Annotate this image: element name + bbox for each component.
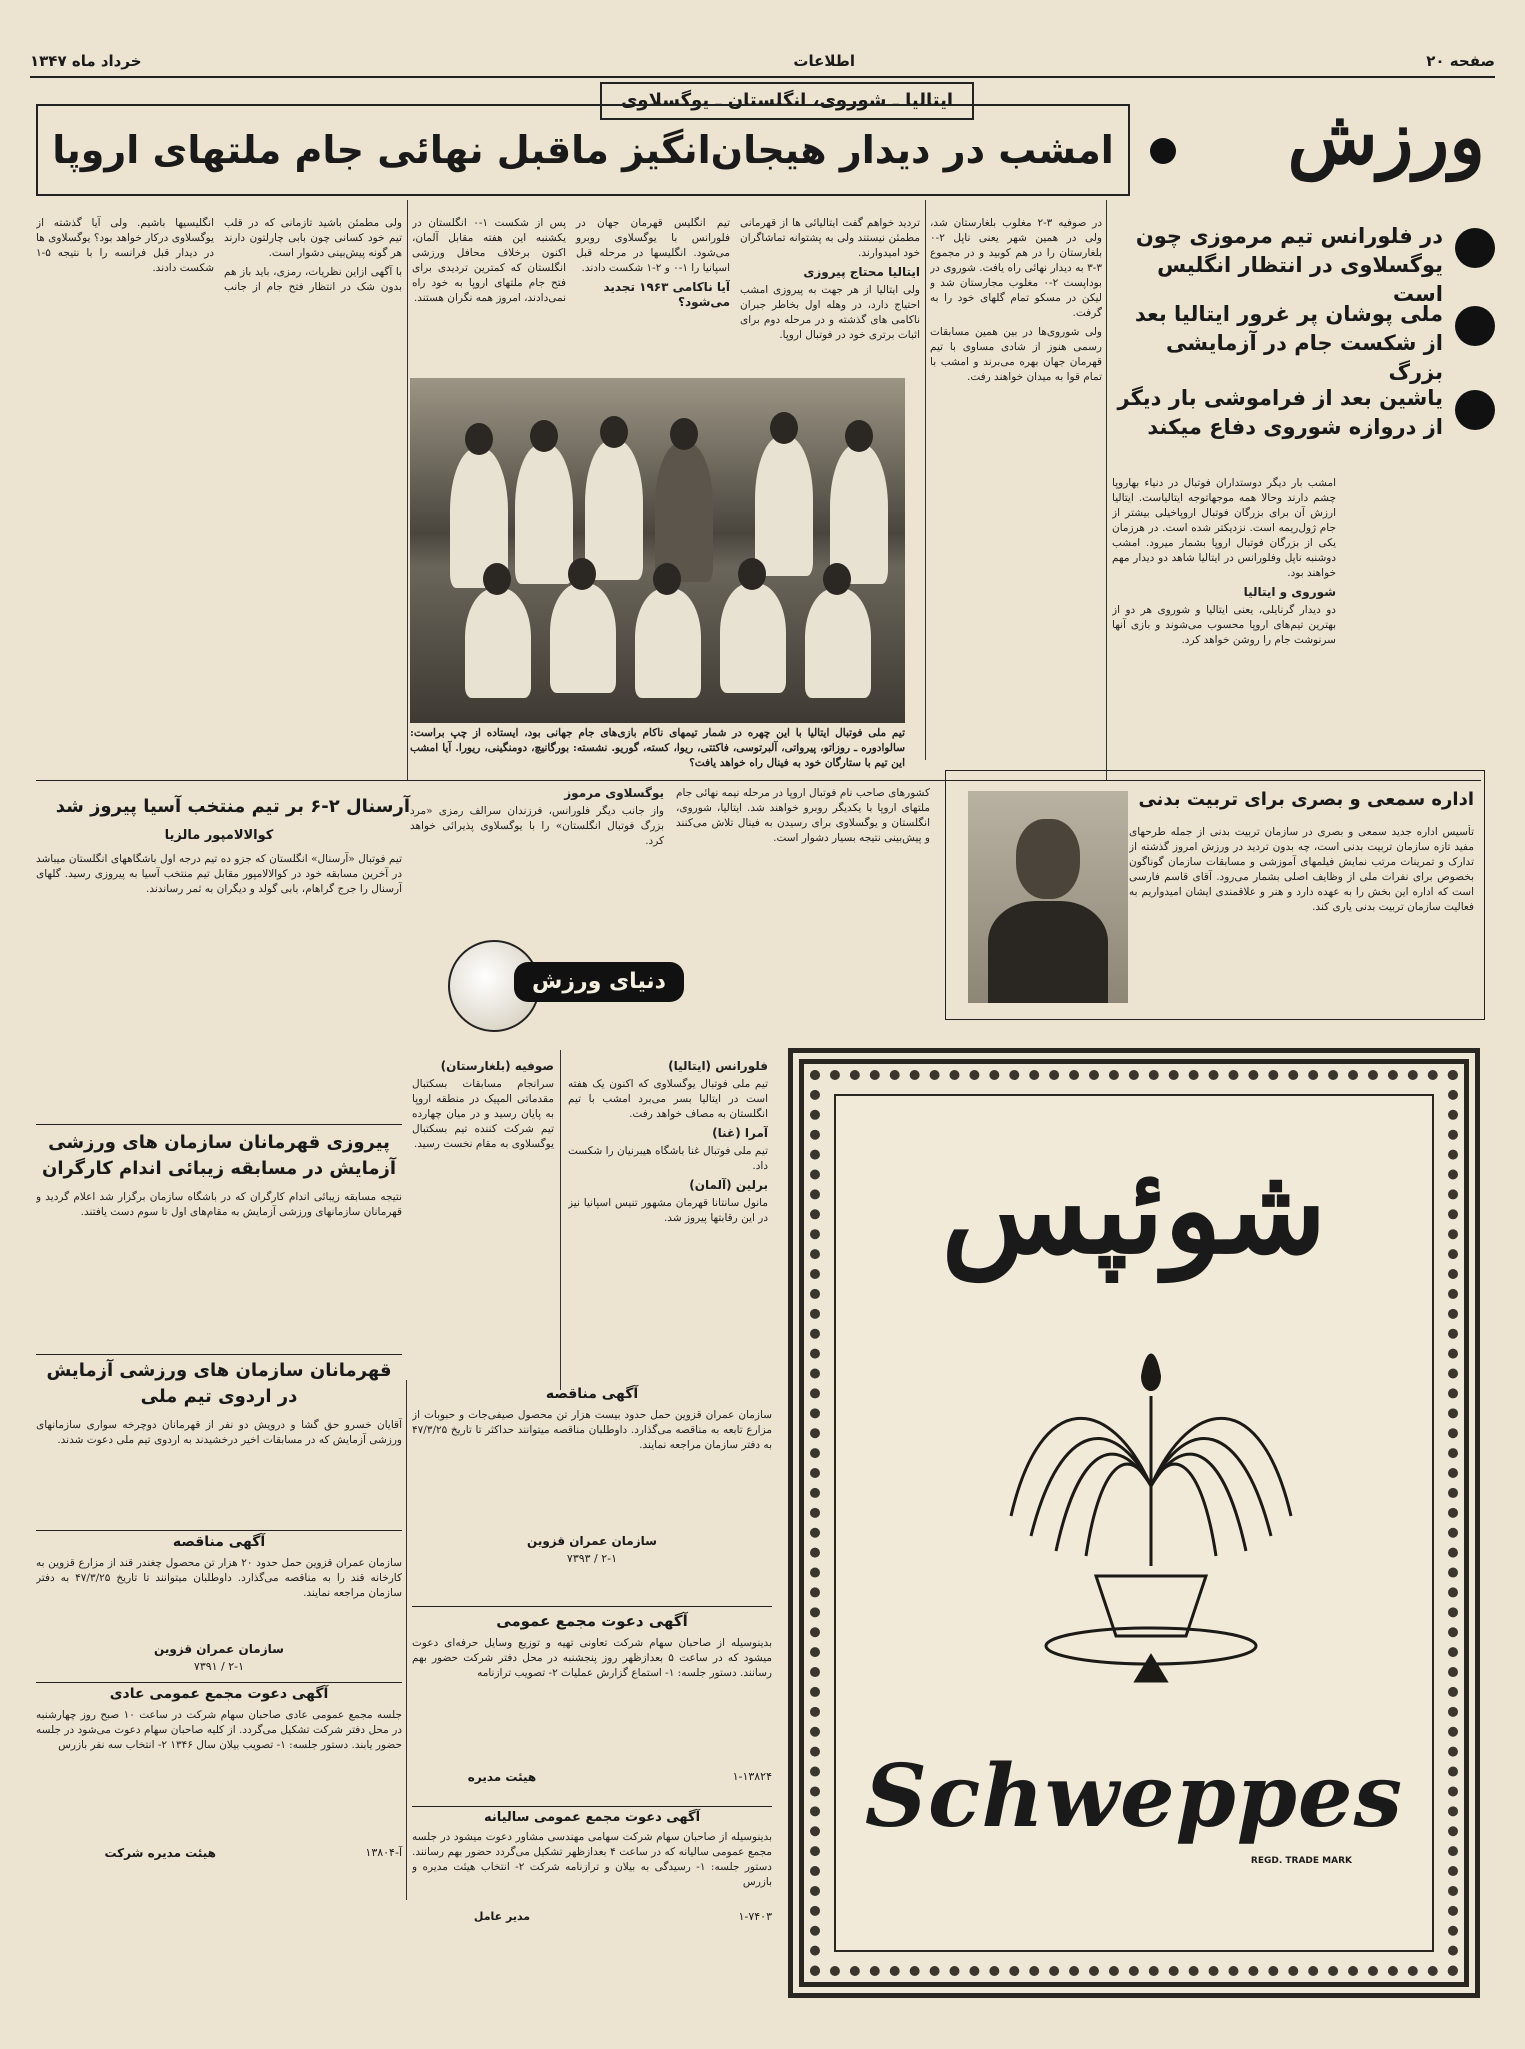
column-rule [925, 200, 926, 760]
world-sports-title: دنیای ورزش [514, 962, 684, 1002]
notice-sign: مدیر عامل [473, 1910, 531, 1923]
story-col-3: تردید خواهم گفت ایتالیائی ها از قهرمانی مطمئن نیستند ولی به پشتوانه تماشاگران خود امیدوارند. ایتالیا محتاج پیروزی ولی ایتالیا از هر جهت به پیروزی امشب احتیاج دارد، در وهله اول بخاطر جبران ناکامی های گذشته و در مرحله دوم برای اثبات برتری خود در فوتبال اروپا. [740, 217, 920, 341]
bullet-item: یاشین بعد از فراموشی بار دیگر از دروازه شوروی دفاع میکند [1110, 384, 1495, 454]
arsenal-subtitle: کوالالامپور مالزیا [164, 828, 274, 843]
newspaper-name: اطلاعات [793, 52, 855, 70]
notice [412, 1386, 772, 1586]
notice-code: ۲-۱ / ۷۳۹۳ [566, 1552, 618, 1565]
section-rule [412, 1806, 772, 1807]
bullet-item: در فلورانس تیم مرموزی چون یوگسلاوی در انتظار انگلیس است [1110, 222, 1495, 296]
section-rule [36, 1124, 402, 1125]
notice-text: سازمان عمران قزوین حمل حدود ۲۰ هزار تن محصول چغندر قند از مزارع قزوین به کارخانه قند را به مناقصه می‌گذارد. داوطلبان میتوانند تا تاریخ ۴۷/۳/۲۵ به دفتر سازمان مراجعه نمایند. [36, 1557, 402, 1599]
section-rule [36, 1354, 402, 1355]
page-header [30, 52, 1495, 74]
notice-title: آگهی مناقصه [545, 1386, 639, 1402]
notice-sign: هیئت مدیره [467, 1770, 537, 1784]
bullet-dot-icon [1455, 390, 1495, 430]
audio-visual-title: اداره سمعی و بصری برای تربیت بدنی [1138, 789, 1474, 810]
semifinal-story: کشورهای صاحب نام فوتبال اروپا در مرحله نیمه نهائی جام ملتهای اروپا با یکدیگر روبرو خواهند شد. ایتالیا، شوروی، انگلستان و یوگسلاوی برای رسیدن به فینال تلاش می‌کنند و پیش‌بینی نتیجه بسیار دشوار است. یوگسلاوی مرموز واز جانب دیگر فلورانس، فرزندان سرالف رمزی «مرد بزرگ فوتبال انگلستان» را با یوگسلاوی پذیرائی خواهد کرد. [410, 786, 930, 847]
column-rule [407, 200, 408, 780]
headline-box [36, 104, 1130, 196]
story-subhead: ایتالیا محتاج پیروزی [803, 265, 920, 279]
notice-title: آگهی دعوت مجمع عمومی عادی [109, 1686, 329, 1702]
notice-title: آگهی دعوت مجمع عمومی سالیانه [483, 1810, 701, 1825]
ad-inner-panel [834, 1094, 1434, 1952]
story-subhead: یوگسلاوی مرموز [564, 786, 664, 800]
section-rule [36, 1530, 402, 1531]
world-sports-col-right: فلورانس (ایتالیا) تیم ملی فوتبال یوگسلاوی که اکنون یک هفته است در ایتالیا بسر می‌برد امشب با تیم انگلستان به مصاف خواهد رفت. آمرا (غنا) تیم ملی فوتبال غنا باشگاه هیبرنیان را شکست داد. برلین (آلمان) مانول سانتانا قهرمان مشهور تنیس اسپانیا نیز در این رقابتها پیروز شد. [568, 1059, 768, 1224]
notice-title: آگهی مناقصه [172, 1534, 266, 1550]
arsenal-title: آرسنال ۲-۶ بر تیم منتخب آسیا پیروز شد [55, 796, 410, 817]
notice-text: بدینوسیله از صاحبان سهام شرکت تعاونی تهیه و توزیع وسایل حرفه‌ای دعوت میشود که در ساعت ۵ بعدازظهر روز پنجشنبه در محل دفتر شرکت حضور بهم رسانند. دستور جلسه: ۱- استماع گزارش عملیات ۲- تصویب ترازنامه [412, 1637, 772, 1679]
place-label: برلین (آلمان) [689, 1178, 768, 1192]
column-rule [560, 1050, 561, 1390]
notice-text: سازمان عمران قزوین حمل حدود بیست هزار تن محصول صیفی‌جات و حبوبات از مزارع تابعه به مناقصه می‌گذارد. داوطلبان مناقصه میتوانند حداکثر تا تاریخ ۴۷/۳/۲۵ به دفتر سازمان مراجعه نمایند. [412, 1409, 772, 1451]
story-col-1: امشب بار دیگر دوستداران فوتبال در دنیاء بهاروپا چشم دارند وحالا همه موجهاتوجه ایتالیاست. ایتالیا ارزش آن برای بزرگان فوتبال اروپاخیلی بیشتر از جام ژول‌ریمه است. نزدیکتر شده است. در هرزمان یکی از بزرگان فوتبال اروپا بشمار میرود. امشب دوشنبه ناپل وفلورانس در ایتالیا شاهد دو دیدار مهم خواهند بود. شوروی و ایتالیا دو دیدار گرنایلی، یعنی ایتالیا و شوروی هر دو از بهترین تیم‌های اروپا محسوب می‌شوند و بازی آنها سرنوشت جام را روشن خواهد کرد. [1112, 477, 1336, 646]
kicker: ایتالیا ـ شوروی، انگلستان ـ یوگسلاوی [620, 90, 954, 111]
bullet-item: ملی پوشان پر غرور ایتالیا بعد از شکست جام در آزمایشی بزرگ [1110, 300, 1495, 380]
champions2-text: آقایان خسرو حق گشا و درویش دو نفر از قهرمانان دوچرخه سواری سازمانهای ورزشی آزمایش که در مسابقات اخیر درخشیدند به اردوی تیم ملی دعوت شدند. [36, 1419, 402, 1446]
section-rule [412, 1606, 772, 1607]
bullet-dot-icon [1455, 228, 1495, 268]
ad-brand-english: Schweppes [864, 1746, 1404, 1847]
world-sports-col-left: صوفیه (بلغارستان) سرانجام مسابقات بسکتبال مقدماتی المپیک در منطقه اروپا به پایان رسید و در میان چهارده تیم شرکت کننده تیم بسکتبال یوگسلاوی به مقام نخست رسید. [412, 1059, 554, 1150]
bullet-dot-icon [1455, 306, 1495, 346]
section-bullet-icon [1150, 138, 1176, 164]
champions-text: نتیجه مسابقه زیبائی اندام کارگران که در باشگاه سازمان برگزار شد اعلام گردید و قهرمانان سازمانهای ورزشی آزمایش به مقام‌های اول تا سوم دست یافتند. [36, 1191, 402, 1218]
notice-text: جلسه مجمع عمومی عادی صاحبان سهام شرکت در ساعت ۱۰ صبح روز چهارشنبه در محل دفتر شرکت تشکیل می‌گردد. از کلیه صاحبان سهام دعوت می‌شود در جلسه حضور یابند. دستور جلسه: ۱- تصویب بیلان سال ۱۳۴۶ ۲- انتخاب سه نفر بازرس [36, 1709, 402, 1751]
story-subhead: شوروی و ایتالیا [1243, 585, 1336, 599]
audio-visual-box [945, 770, 1485, 1020]
column-rule [406, 1380, 407, 1900]
notice [412, 1810, 772, 1930]
team-photo [410, 378, 905, 723]
notice [412, 1612, 772, 1802]
notice-title: آگهی دعوت مجمع عمومی [496, 1612, 688, 1630]
notice-code: آ-۱۳۸۰۴ [365, 1846, 402, 1859]
main-headline: امشب در دیدار هیجان‌انگیز ماقبل نهائی جام ملتهای اروپا [52, 128, 1114, 172]
notice-code: ۱-۷۴۰۳ [738, 1910, 772, 1923]
ad-brand-persian: شوئپس [941, 1140, 1327, 1281]
column-rule [1106, 200, 1107, 780]
notice-sign: سازمان عمران قزوین [527, 1534, 657, 1548]
notice-code: ۱-۱۳۸۲۴ [732, 1770, 772, 1783]
story-col-5: ولی مطمئن باشید تازمانی که در قلب تیم خود کسانی چون بابی چارلتون دارند هر گونه پیش‌بینی دشوار است. با آگهی ازاین نظریات، رمزی، باید باز هم بدون شک در انتظار فتح جام از جانب انگلیسیها باشیم. ولی آیا گذشته از یوگسلاوی درکار خواهد بود؟ یوگسلاوی ها در دیدار قبل فرانسه را با نتیجه ۵-۱ شکست دادند. [36, 217, 402, 293]
notice [36, 1534, 402, 1679]
notice-sign: سازمان عمران قزوین [154, 1642, 284, 1656]
champions2-title: قهرمانان سازمان های ورزشی آزمایش در اردوی تیم ملی [46, 1360, 392, 1407]
story-subhead: آیا ناکامی ۱۹۶۳ تجدید می‌شود؟ [603, 280, 730, 309]
story-col-2: در صوفیه ۳-۲ مغلوب بلغارستان شد، ولی در همین شهر یعنی ناپل ۲-۰ بلغارستان را در هم کوبید و در مجموع ۳-۳ به دیدار نهائی راه یافت. شوروی در بوداپست ۲-۰ مغلوب مجارستان شد و لیکن در مسکو تمام گلهای خود را به گرفت. ولی شوروی‌ها در بین همین مسابقات رسمی هنوز از شادی مساوی با تیم قهرمان جهان بهره می‌برند و امشب با تمام قوا به میدان خواهند رفت. [930, 217, 1102, 383]
fountain-logo-icon [1001, 1336, 1301, 1686]
audio-visual-text: تأسیس اداره جدید سمعی و بصری در سازمان تربیت بدنی از جمله طرحهای مفید تازه سازمان تربیت بدنی است، چه بدون تردید در ورزش امروز گذشته از تدارک و تمرینات مرتب نمایش فیلمهای آموزشی و مسابقات سازمان گوناگون بخصوص برای نفرات ملی از وظایف اصلی بشمار می‌رود. آقای قاسم فارسی است که اداره این بخش را به عهده دارد و هنر و علاقمندی ایشان امیدواریم به فعالیت سازمان تربیت بدنی یاری کند. [1129, 826, 1474, 913]
notice [36, 1686, 402, 1886]
place-label: صوفیه (بلغارستان) [440, 1059, 554, 1073]
world-sports-banner [448, 940, 698, 1030]
notice-code: ۲-۱ / ۷۳۹۱ [193, 1660, 245, 1673]
photo-caption: تیم ملی فوتبال ایتالیا با این چهره در شمار تیمهای ناکام بازی‌های جام جهانی بود، ایستاده از چپ براست: سالوادوره ـ روزاتو، پیرواتی، آلبرتوسی، فاکتتی، ریوا، کسته، گوریو. نشسته: بورگانیچ، دومنگینی، ریورا. آیا امشب این تیم با ستارگان خود به فینال راه خواهد یافت؟ [410, 727, 905, 769]
header-rule [30, 76, 1495, 78]
official-portrait [968, 791, 1128, 1003]
issue-date: خرداد ماه ۱۳۴۷ [30, 52, 142, 70]
notice-text: بدینوسیله از صاحبان سهام شرکت سهامی مهندسی مشاور دعوت میشود در جلسه مجمع عمومی سالیانه که در ساعت ۴ بعدازظهر تشکیل می‌گردد حضور بهم رسانند. دستور جلسه: ۱- رسیدگی به بیلان و ترازنامه شرکت ۲- انتخاب هیئت مدیره و بازرس [412, 1831, 772, 1888]
ad-trademark: REGD. TRADE MARK [1250, 1856, 1352, 1866]
section-rule [36, 1682, 402, 1683]
page-number: صفحه ۲۰ [1426, 52, 1495, 70]
place-label: آمرا (غنا) [712, 1126, 768, 1140]
place-label: فلورانس (ایتالیا) [668, 1059, 768, 1073]
notice-sign: هیئت مدیره شرکت [104, 1846, 216, 1860]
arsenal-text: تیم فوتبال «آرسنال» انگلستان که جزو ده تیم درجه اول باشگاههای انگلستان میباشد در آخرین مسابقه خود در کوالالامپور مقابل تیم منتخب آسیا به پیروزی رسید. گلهای آرسنال را جرج گراهام، بابی گولد و دیگران به ثمر رساندند. [36, 853, 402, 895]
champions-title: پیروزی قهرمانان سازمان های ورزشی آزمایش در مسابقه زیبائی اندام کارگران [41, 1132, 397, 1179]
schweppes-ad [788, 1048, 1480, 1998]
story-col-4: تیم انگلیس قهرمان جهان در فلورانس با یوگسلاوی روبرو می‌شود. انگلیسها در مرحله قبل اسپانیا را ۱-۰ و ۲-۱ شکست دادند. آیا ناکامی ۱۹۶۳ تجدید می‌شود؟ پس از شکست ۱-۰ انگلستان در یکشنبه این هفته مقابل آلمان، اکنون برخلاف محافل ورزشی انگلستان که کمترین تردیدی برای فتح جام ملتهای اروپا به خود راه نمی‌دادند، امروز همه نگران هستند. [412, 217, 730, 309]
section-title: ورزش [1287, 95, 1485, 181]
section-bullets [1110, 222, 1495, 454]
